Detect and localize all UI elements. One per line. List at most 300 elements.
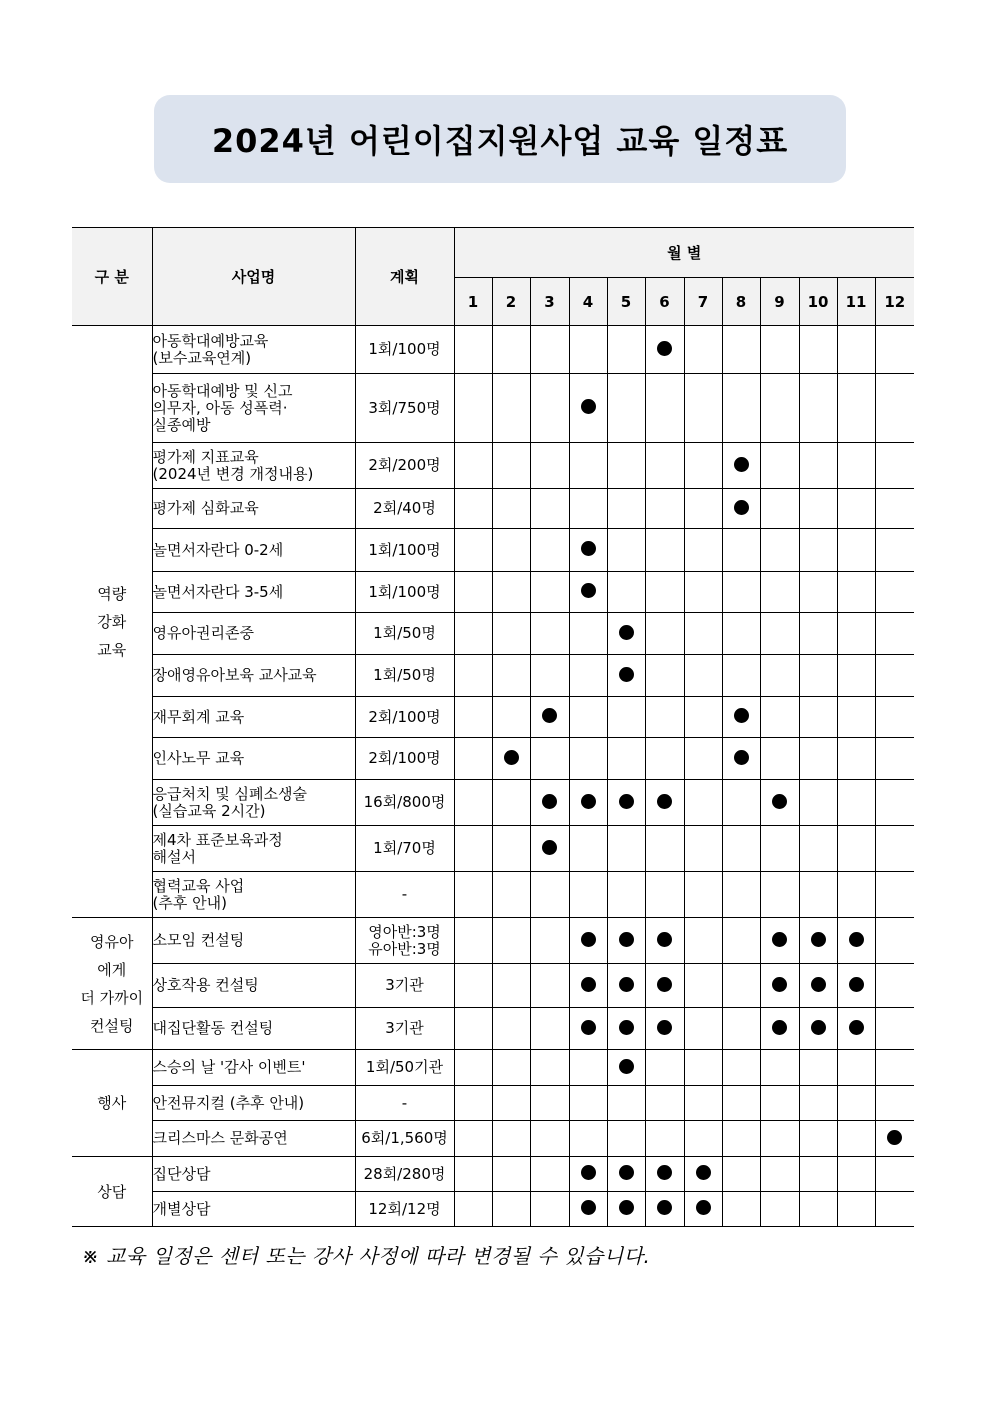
scheduled-dot-icon <box>581 541 596 556</box>
month-cell-2 <box>492 738 530 780</box>
month-cell-1 <box>454 826 492 872</box>
month-cell-1 <box>454 1121 492 1157</box>
month-cell-1 <box>454 613 492 655</box>
header-category: 구 분 <box>72 228 152 326</box>
month-cell-6 <box>645 443 684 489</box>
month-cell-4 <box>569 529 607 572</box>
plan-line: 2회/100명 <box>368 707 441 726</box>
month-cell-9 <box>760 1157 799 1192</box>
plan-cell <box>355 1157 454 1192</box>
scheduled-dot-icon <box>619 932 634 947</box>
month-cell-3 <box>530 613 569 655</box>
plan-cell <box>355 326 454 374</box>
month-cell-8 <box>722 872 760 918</box>
month-cell-11 <box>837 326 875 374</box>
plan-line: 1회/50명 <box>373 666 436 684</box>
scheduled-dot-icon <box>657 932 672 947</box>
month-cell-9 <box>760 1008 799 1050</box>
header-month-2: 2 <box>492 278 530 326</box>
scheduled-dot-icon <box>619 1200 634 1215</box>
month-cell-3 <box>530 374 569 443</box>
month-cell-10 <box>799 613 837 655</box>
month-cell-5 <box>607 1192 645 1227</box>
month-cell-3 <box>530 655 569 697</box>
program-name-cell <box>152 918 355 964</box>
month-cell-10 <box>799 738 837 780</box>
program-name-cell <box>152 529 355 572</box>
month-cell-5 <box>607 738 645 780</box>
month-cell-2 <box>492 326 530 374</box>
scheduled-dot-icon <box>581 1020 596 1035</box>
table-row <box>72 655 914 697</box>
month-cell-4 <box>569 655 607 697</box>
month-cell-12 <box>875 655 914 697</box>
month-cell-10 <box>799 1086 837 1121</box>
month-cell-2 <box>492 780 530 826</box>
month-cell-7 <box>684 697 722 738</box>
month-cell-5 <box>607 780 645 826</box>
scheduled-dot-icon <box>619 1020 634 1035</box>
month-cell-6 <box>645 613 684 655</box>
month-cell-9 <box>760 918 799 964</box>
month-cell-11 <box>837 1157 875 1192</box>
month-cell-12 <box>875 613 914 655</box>
month-cell-6 <box>645 1050 684 1086</box>
month-cell-2 <box>492 489 530 529</box>
month-cell-3 <box>530 489 569 529</box>
scheduled-dot-icon <box>619 667 634 682</box>
header-months-group: 월 별 <box>454 228 914 278</box>
month-cell-6 <box>645 918 684 964</box>
scheduled-dot-icon <box>581 932 596 947</box>
program-name-cell <box>152 964 355 1008</box>
scheduled-dot-icon <box>849 1020 864 1035</box>
month-cell-11 <box>837 1050 875 1086</box>
month-cell-5 <box>607 443 645 489</box>
program-name-cell <box>152 826 355 872</box>
table-row <box>72 443 914 489</box>
table-row <box>72 1192 914 1227</box>
month-cell-4 <box>569 918 607 964</box>
month-cell-5 <box>607 826 645 872</box>
table-row <box>72 738 914 780</box>
month-cell-4 <box>569 738 607 780</box>
month-cell-4 <box>569 1050 607 1086</box>
month-cell-8 <box>722 1050 760 1086</box>
month-cell-12 <box>875 1008 914 1050</box>
plan-line: 2회/200명 <box>368 456 441 474</box>
month-cell-3 <box>530 964 569 1008</box>
month-cell-8 <box>722 918 760 964</box>
month-cell-9 <box>760 697 799 738</box>
plan-cell <box>355 1008 454 1050</box>
month-cell-3 <box>530 1086 569 1121</box>
month-cell-11 <box>837 738 875 780</box>
category-label-line: 컨설팅 <box>90 1016 134 1035</box>
scheduled-dot-icon <box>696 1165 711 1180</box>
month-cell-10 <box>799 1157 837 1192</box>
header-month-7: 7 <box>684 278 722 326</box>
month-cell-2 <box>492 374 530 443</box>
month-cell-1 <box>454 1192 492 1227</box>
month-cell-8 <box>722 443 760 489</box>
month-cell-6 <box>645 326 684 374</box>
category-cell <box>72 918 152 1050</box>
program-name-cell <box>152 489 355 529</box>
month-cell-4 <box>569 826 607 872</box>
plan-line: 28회/280명 <box>363 1164 446 1183</box>
scheduled-dot-icon <box>734 500 749 515</box>
month-cell-2 <box>492 613 530 655</box>
plan-cell <box>355 489 454 529</box>
header-month-6: 6 <box>645 278 684 326</box>
month-cell-1 <box>454 572 492 613</box>
program-name-cell <box>152 326 355 374</box>
month-cell-9 <box>760 1121 799 1157</box>
program-name-cell <box>152 1157 355 1192</box>
month-cell-6 <box>645 780 684 826</box>
plan-cell <box>355 918 454 964</box>
month-cell-7 <box>684 872 722 918</box>
scheduled-dot-icon <box>542 708 557 723</box>
program-name-line: 영유아권리존중 <box>152 624 254 642</box>
program-name-line: 해설서 <box>152 847 196 866</box>
table-row <box>72 1086 914 1121</box>
month-cell-7 <box>684 572 722 613</box>
month-cell-8 <box>722 964 760 1008</box>
program-name-cell <box>152 1121 355 1157</box>
header-plan: 계획 <box>355 228 454 326</box>
month-cell-5 <box>607 613 645 655</box>
month-cell-6 <box>645 826 684 872</box>
month-cell-1 <box>454 780 492 826</box>
month-cell-5 <box>607 1121 645 1157</box>
month-cell-3 <box>530 697 569 738</box>
table-row <box>72 697 914 738</box>
month-cell-1 <box>454 443 492 489</box>
table-row <box>72 572 914 613</box>
plan-line: 1회/70명 <box>373 839 436 857</box>
plan-cell <box>355 655 454 697</box>
month-cell-5 <box>607 655 645 697</box>
month-cell-9 <box>760 613 799 655</box>
category-label-line: 행사 <box>97 1094 127 1112</box>
program-name-cell <box>152 655 355 697</box>
month-cell-8 <box>722 1121 760 1157</box>
table-row <box>72 489 914 529</box>
plan-line: 3회/750명 <box>368 398 441 417</box>
month-cell-5 <box>607 1086 645 1121</box>
scheduled-dot-icon <box>734 708 749 723</box>
month-cell-9 <box>760 1192 799 1227</box>
month-cell-5 <box>607 1050 645 1086</box>
header-month-11: 11 <box>837 278 875 326</box>
month-cell-9 <box>760 738 799 780</box>
category-cell <box>72 1157 152 1227</box>
scheduled-dot-icon <box>657 341 672 356</box>
month-cell-11 <box>837 572 875 613</box>
table-row <box>72 1008 914 1050</box>
month-cell-7 <box>684 489 722 529</box>
plan-line: 3기관 <box>385 976 424 994</box>
month-cell-5 <box>607 326 645 374</box>
month-cell-10 <box>799 1008 837 1050</box>
header-month-9: 9 <box>760 278 799 326</box>
header-month-12: 12 <box>875 278 914 326</box>
scheduled-dot-icon <box>696 1200 711 1215</box>
month-cell-7 <box>684 1086 722 1121</box>
month-cell-4 <box>569 780 607 826</box>
month-cell-10 <box>799 326 837 374</box>
program-name-line: 인사노무 교육 <box>152 749 245 767</box>
month-cell-6 <box>645 1008 684 1050</box>
month-cell-9 <box>760 374 799 443</box>
month-cell-7 <box>684 374 722 443</box>
month-cell-10 <box>799 1121 837 1157</box>
month-cell-3 <box>530 1157 569 1192</box>
schedule-table <box>72 227 914 1227</box>
month-cell-4 <box>569 1086 607 1121</box>
month-cell-9 <box>760 872 799 918</box>
month-cell-8 <box>722 489 760 529</box>
month-cell-2 <box>492 1008 530 1050</box>
month-cell-6 <box>645 1086 684 1121</box>
month-cell-11 <box>837 655 875 697</box>
scheduled-dot-icon <box>619 977 634 992</box>
header-month-5: 5 <box>607 278 645 326</box>
month-cell-11 <box>837 964 875 1008</box>
scheduled-dot-icon <box>657 1200 672 1215</box>
month-cell-1 <box>454 918 492 964</box>
header-month-10: 10 <box>799 278 837 326</box>
month-cell-9 <box>760 1050 799 1086</box>
month-cell-12 <box>875 1121 914 1157</box>
month-cell-12 <box>875 1192 914 1227</box>
program-name-cell <box>152 613 355 655</box>
table-row <box>72 374 914 443</box>
scheduled-dot-icon <box>619 794 634 809</box>
plan-cell <box>355 613 454 655</box>
month-cell-12 <box>875 697 914 738</box>
program-name-line: 아동학대예방교육 <box>152 331 269 350</box>
plan-cell <box>355 872 454 918</box>
month-cell-1 <box>454 1157 492 1192</box>
month-cell-8 <box>722 697 760 738</box>
month-cell-9 <box>760 443 799 489</box>
month-cell-1 <box>454 872 492 918</box>
month-cell-8 <box>722 1008 760 1050</box>
month-cell-3 <box>530 1121 569 1157</box>
month-cell-11 <box>837 1008 875 1050</box>
footnote: ※ 교육 일정은 센터 또는 강사 사정에 따라 변경될 수 있습니다. <box>82 1244 651 1268</box>
month-cell-7 <box>684 443 722 489</box>
category-label-line: 역량 <box>97 584 127 603</box>
month-cell-5 <box>607 697 645 738</box>
table-row <box>72 529 914 572</box>
plan-cell <box>355 738 454 780</box>
month-cell-9 <box>760 964 799 1008</box>
scheduled-dot-icon <box>542 794 557 809</box>
plan-line: 6회/1,560명 <box>361 1129 448 1147</box>
header-month-4: 4 <box>569 278 607 326</box>
month-cell-6 <box>645 1121 684 1157</box>
plan-cell <box>355 529 454 572</box>
month-cell-8 <box>722 780 760 826</box>
program-name-line: (보수교육연계) <box>152 348 252 367</box>
month-cell-12 <box>875 1086 914 1121</box>
month-cell-7 <box>684 826 722 872</box>
month-cell-1 <box>454 1086 492 1121</box>
scheduled-dot-icon <box>619 1165 634 1180</box>
scheduled-dot-icon <box>581 977 596 992</box>
month-cell-4 <box>569 489 607 529</box>
month-cell-4 <box>569 613 607 655</box>
month-cell-1 <box>454 964 492 1008</box>
scheduled-dot-icon <box>772 932 787 947</box>
month-cell-10 <box>799 964 837 1008</box>
program-name-cell <box>152 1008 355 1050</box>
month-cell-6 <box>645 1192 684 1227</box>
month-cell-1 <box>454 738 492 780</box>
program-name-line: 장애영유아보육 교사교육 <box>152 666 317 684</box>
month-cell-7 <box>684 1008 722 1050</box>
header-month-1: 1 <box>454 278 492 326</box>
table-row <box>72 780 914 826</box>
month-cell-3 <box>530 1192 569 1227</box>
month-cell-7 <box>684 655 722 697</box>
month-cell-11 <box>837 872 875 918</box>
plan-line: 1회/50명 <box>373 624 436 642</box>
month-cell-3 <box>530 572 569 613</box>
month-cell-3 <box>530 326 569 374</box>
month-cell-5 <box>607 918 645 964</box>
month-cell-3 <box>530 1008 569 1050</box>
plan-line: 16회/800명 <box>363 793 446 811</box>
program-name-line: 집단상담 <box>152 1164 211 1183</box>
month-cell-7 <box>684 1157 722 1192</box>
scheduled-dot-icon <box>734 457 749 472</box>
category-label-line: 더 가까이 <box>80 988 144 1007</box>
month-cell-12 <box>875 872 914 918</box>
month-cell-8 <box>722 1157 760 1192</box>
month-cell-2 <box>492 572 530 613</box>
program-name-cell <box>152 872 355 918</box>
month-cell-11 <box>837 443 875 489</box>
program-name-line: 의무자, 아동 성폭력· <box>152 398 288 417</box>
program-name-cell <box>152 738 355 780</box>
plan-cell <box>355 697 454 738</box>
program-name-line: 응급처치 및 심폐소생술 <box>152 784 307 803</box>
month-cell-9 <box>760 489 799 529</box>
program-name-line: (추후 안내) <box>152 893 227 912</box>
month-cell-2 <box>492 529 530 572</box>
month-cell-4 <box>569 1157 607 1192</box>
month-cell-12 <box>875 326 914 374</box>
program-name-cell <box>152 374 355 443</box>
month-cell-11 <box>837 529 875 572</box>
plan-line: 3기관 <box>385 1019 424 1037</box>
month-cell-7 <box>684 738 722 780</box>
month-cell-12 <box>875 918 914 964</box>
month-cell-10 <box>799 1192 837 1227</box>
month-cell-11 <box>837 697 875 738</box>
month-cell-12 <box>875 964 914 1008</box>
scheduled-dot-icon <box>619 625 634 640</box>
month-cell-2 <box>492 964 530 1008</box>
month-cell-5 <box>607 1157 645 1192</box>
scheduled-dot-icon <box>581 794 596 809</box>
month-cell-2 <box>492 918 530 964</box>
month-cell-2 <box>492 1086 530 1121</box>
month-cell-7 <box>684 1121 722 1157</box>
program-name-line: (실습교육 2시간) <box>152 801 266 820</box>
month-cell-12 <box>875 572 914 613</box>
month-cell-11 <box>837 780 875 826</box>
category-label-line: 영유아 <box>90 932 134 951</box>
month-cell-11 <box>837 1121 875 1157</box>
program-name-line: 실종예방 <box>152 415 211 434</box>
month-cell-1 <box>454 655 492 697</box>
month-cell-6 <box>645 572 684 613</box>
category-label-line: 에게 <box>97 960 127 979</box>
month-cell-6 <box>645 489 684 529</box>
month-cell-2 <box>492 1121 530 1157</box>
month-cell-4 <box>569 697 607 738</box>
program-name-line: 평가제 심화교육 <box>152 499 259 517</box>
plan-line: - <box>401 885 408 903</box>
category-label-line: 상담 <box>97 1182 127 1201</box>
month-cell-8 <box>722 1192 760 1227</box>
month-cell-8 <box>722 326 760 374</box>
table-row <box>72 613 914 655</box>
month-cell-4 <box>569 326 607 374</box>
program-name-cell <box>152 1192 355 1227</box>
program-name-line: 평가제 지표교육 <box>152 447 259 466</box>
table-row <box>72 918 914 964</box>
month-cell-7 <box>684 613 722 655</box>
month-cell-6 <box>645 1157 684 1192</box>
program-name-cell <box>152 443 355 489</box>
month-cell-3 <box>530 872 569 918</box>
plan-line: 2회/100명 <box>368 749 441 767</box>
scheduled-dot-icon <box>581 1165 596 1180</box>
scheduled-dot-icon <box>542 840 557 855</box>
program-name-line: 크리스마스 문화공연 <box>152 1129 288 1147</box>
month-cell-6 <box>645 738 684 780</box>
month-cell-5 <box>607 489 645 529</box>
month-cell-10 <box>799 1050 837 1086</box>
scheduled-dot-icon <box>887 1130 902 1145</box>
month-cell-1 <box>454 374 492 443</box>
program-name-cell <box>152 697 355 738</box>
month-cell-3 <box>530 1050 569 1086</box>
month-cell-9 <box>760 1086 799 1121</box>
scheduled-dot-icon <box>772 1020 787 1035</box>
month-cell-2 <box>492 697 530 738</box>
month-cell-12 <box>875 1157 914 1192</box>
scheduled-dot-icon <box>657 1020 672 1035</box>
plan-cell <box>355 374 454 443</box>
table-row <box>72 964 914 1008</box>
month-cell-11 <box>837 489 875 529</box>
month-cell-8 <box>722 529 760 572</box>
month-cell-11 <box>837 1192 875 1227</box>
program-name-line: 안전뮤지컬 (추후 안내) <box>152 1093 305 1112</box>
scheduled-dot-icon <box>772 977 787 992</box>
month-cell-8 <box>722 613 760 655</box>
month-cell-11 <box>837 1086 875 1121</box>
month-cell-9 <box>760 572 799 613</box>
